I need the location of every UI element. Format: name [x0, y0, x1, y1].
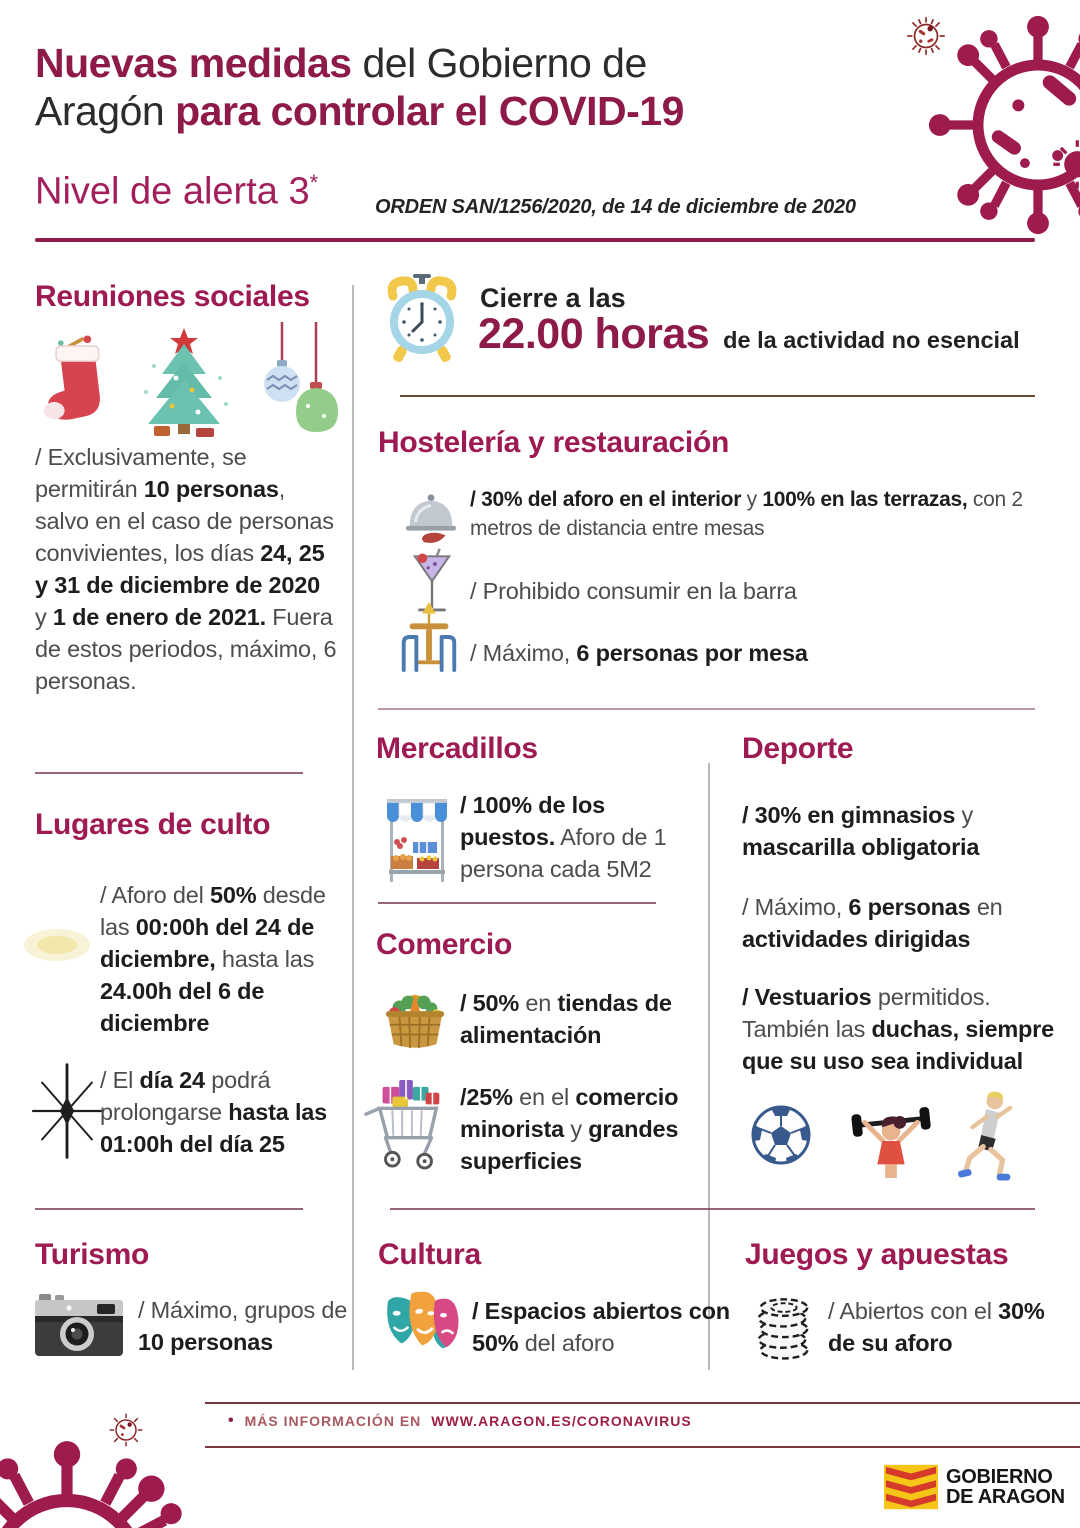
weightlifter-icon	[850, 1096, 932, 1182]
footer-info-prefix: MÁS INFORMACIÓN EN	[244, 1413, 422, 1429]
theater-masks-icon	[382, 1286, 464, 1360]
camera-icon	[33, 1288, 125, 1360]
turismo-item: / Máximo, grupos de 10 personas	[138, 1297, 348, 1355]
section-title-juegos: Juegos y apuestas	[745, 1238, 1009, 1271]
alert-level: Nivel de alerta 3*	[35, 170, 319, 213]
baubles-icon	[254, 322, 342, 440]
christmas-icons-row	[38, 322, 342, 440]
footer-rule-bottom	[205, 1446, 1080, 1448]
section-title-reuniones: Reuniones sociales	[35, 280, 310, 313]
reuniones-body: / Exclusivamente, se permitirán 10 personas, salvo en el caso de personas convivientes, los días 24, 25 y 31 de diciembre de 2020 y 1 de enero de 2021. Fuera de estos periodos, máximo, 6 personas.	[35, 444, 337, 694]
deporte-item-2: / Máximo, 6 personas en actividades dirigidas	[742, 894, 1003, 952]
star-icon	[26, 1055, 108, 1167]
title-highlight-1: Nuevas medidas	[35, 40, 352, 86]
comercio-item-1: / 50% en tiendas de alimentación	[460, 990, 672, 1048]
mercadillos-item: / 100% de los puestos. Aforo de 1 persona cada 5M2	[460, 792, 667, 882]
column-divider-right	[708, 763, 710, 1370]
title-plain-1: del Gobierno de	[351, 40, 647, 86]
section-title-lugares: Lugares de culto	[35, 808, 271, 841]
hosteleria-item-2: / Prohibido consumir en la barra	[470, 578, 797, 604]
section-title-comercio: Comercio	[376, 928, 512, 961]
divider	[378, 708, 1035, 710]
title-plain-2: Aragón	[35, 87, 176, 134]
divider	[390, 1208, 1035, 1210]
logo-line-2: DE ARAGON	[946, 1486, 1065, 1508]
cierre-banner	[478, 310, 1038, 359]
footer-info-url: WWW.ARAGON.ES/CORONAVIRUS	[431, 1413, 692, 1429]
hosteleria-item-3: / Máximo, 6 personas por mesa	[470, 640, 808, 666]
runner-icon	[956, 1088, 1018, 1182]
cart-icon	[363, 1076, 453, 1172]
logo-text	[946, 1467, 1065, 1508]
cloche-icon	[402, 488, 460, 550]
virus-icon-small-outline	[106, 1410, 146, 1450]
cultura-item: / Espacios abiertos con 50% del aforo	[472, 1298, 730, 1356]
stocking-icon	[38, 328, 114, 440]
header-rule	[35, 238, 1035, 242]
aragon-flag-icon	[884, 1464, 938, 1510]
deporte-item-1: / 30% en gimnasios y mascarilla obligatoria	[742, 802, 980, 860]
lugares-item-2: / El día 24 podrá prolongarse hasta las 01:00h del día 25	[100, 1067, 328, 1157]
section-title-deporte: Deporte	[742, 732, 854, 765]
poker-chips-icon	[752, 1288, 814, 1362]
page-title	[35, 40, 915, 136]
section-title-turismo: Turismo	[35, 1238, 150, 1271]
virus-icon-large	[918, 0, 1080, 250]
lugares-item-1: / Aforo del 50% desde las 00:00h del 24 de diciembre, hasta las 24.00h del 6 de diciembre	[100, 882, 326, 1036]
footer-info	[228, 1412, 692, 1430]
section-title-mercadillos: Mercadillos	[376, 732, 538, 765]
cierre-time: 22.00 horas	[478, 310, 710, 358]
order-reference: ORDEN SAN/1256/2020, de 14 de diciembre de 2020	[375, 196, 856, 218]
deporte-item-3: / Vestuarios permitidos. También las duchas, siempre que su uso sea individual	[742, 984, 1054, 1074]
divider	[35, 1208, 303, 1210]
christmas-tree-icon	[128, 326, 240, 440]
candle-glow-icon	[22, 915, 92, 975]
hosteleria-item-1: / 30% del aforo en el interior y 100% en las terrazas, con 2 metros de distancia entre mesas	[470, 488, 1023, 540]
section-title-cultura: Cultura	[378, 1238, 481, 1271]
table-chairs-icon	[394, 600, 464, 674]
alert-asterisk: *	[309, 170, 319, 195]
divider	[400, 395, 1035, 397]
alarm-clock-icon	[383, 274, 461, 366]
cierre-suffix: de la actividad no esencial	[723, 327, 1020, 353]
footer-bullet: •	[228, 1412, 235, 1429]
logo-line-1: GOBIERNO	[946, 1465, 1053, 1488]
soccer-ball-icon	[748, 1102, 814, 1168]
comercio-item-2: /25% en el comercio minorista y grandes superficies	[460, 1084, 679, 1174]
basket-icon	[378, 982, 452, 1052]
divider	[378, 902, 656, 904]
column-divider-left	[352, 285, 354, 1370]
divider	[35, 772, 303, 774]
market-stall-icon	[383, 793, 451, 891]
section-title-hosteleria: Hostelería y restauración	[378, 426, 729, 459]
gobierno-aragon-logo	[884, 1464, 1065, 1510]
juegos-item: / Abiertos con el 30% de su aforo	[828, 1298, 1045, 1356]
title-highlight-2: para controlar el COVID-19	[175, 87, 684, 134]
cierre-prefix: Cierre a las	[480, 283, 626, 313]
footer-rule-top	[205, 1402, 1080, 1404]
